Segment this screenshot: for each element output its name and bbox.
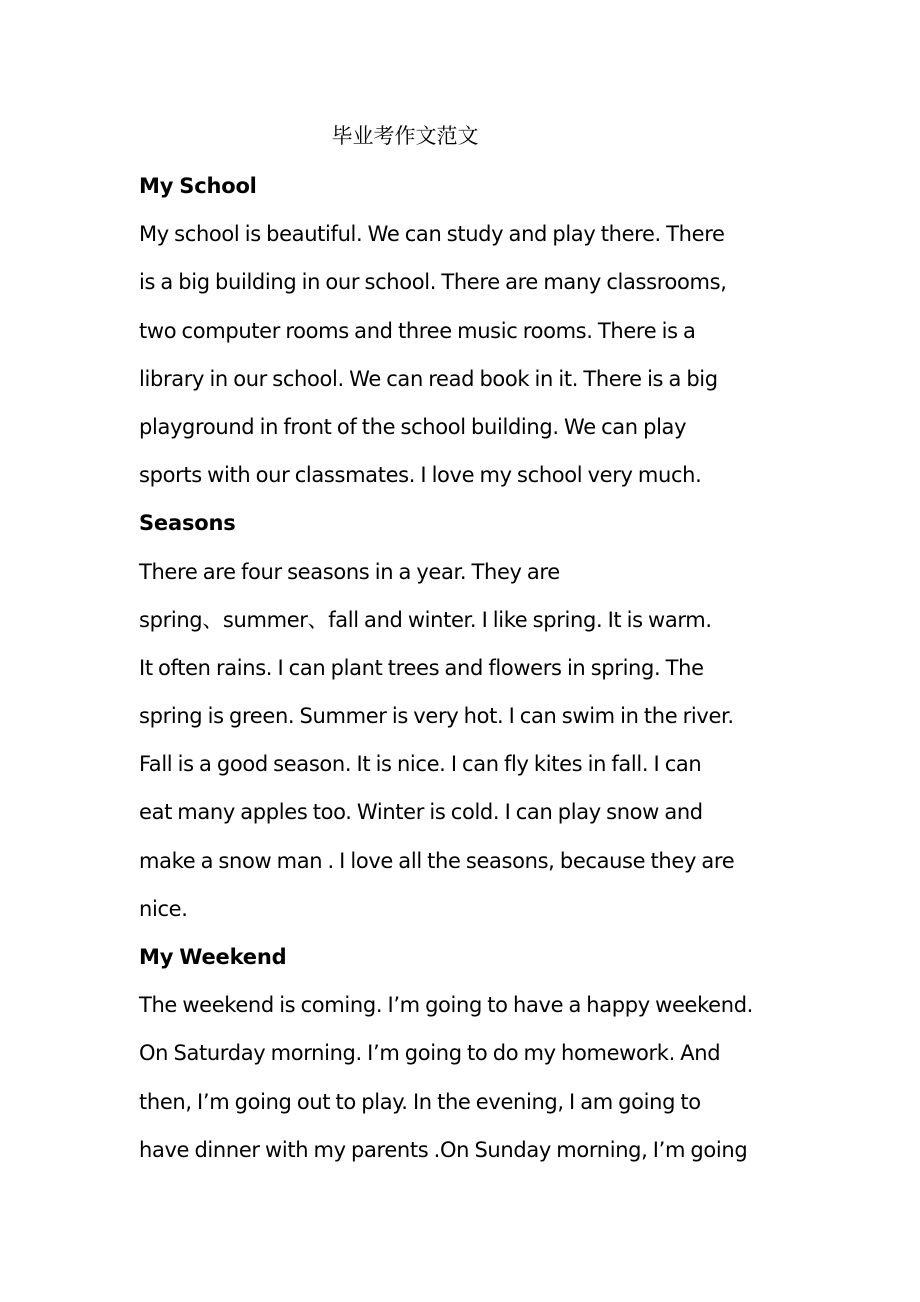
paragraph-line: is a big building in our school. There are many classrooms,: [139, 270, 727, 295]
paragraph-line: playground in front of the school building. We can play: [139, 414, 687, 439]
paragraph-line: The weekend is coming. I’m going to have a happy weekend.: [139, 993, 754, 1018]
paragraph-line: have dinner with my parents .On Sunday morning, I’m going: [139, 1137, 748, 1162]
section-heading: My Weekend: [139, 945, 287, 969]
paragraph-line: sports with our classmates. I love my school very much.: [139, 463, 702, 488]
paragraph-line: eat many apples too. Winter is cold. I can play snow and: [139, 800, 703, 825]
section-heading: My School: [139, 174, 257, 198]
document-body: [139, 162, 799, 1174]
paragraph-line: spring、summer、fall and winter. I like spring. It is warm.: [139, 607, 712, 632]
paragraph-line: then, I’m going out to play. In the evening, I am going to: [139, 1089, 701, 1114]
paragraph-line: On Saturday morning. I’m going to do my homework. And: [139, 1041, 721, 1066]
document-title: 毕业考作文范文: [331, 124, 479, 148]
section-heading: Seasons: [139, 511, 236, 536]
paragraph-line: make a snow man . I love all the seasons, because they are: [139, 848, 735, 873]
paragraph-line: My school is beautiful. We can study and play there. There: [139, 222, 725, 247]
section-my-school: [139, 162, 799, 499]
paragraph-line: nice.: [139, 896, 188, 921]
section-my-weekend: [139, 933, 799, 1174]
paragraph-line: There are four seasons in a year. They are: [139, 559, 560, 584]
section-seasons: [139, 499, 799, 933]
paragraph-line: It often rains. I can plant trees and flowers in spring. The: [139, 655, 704, 680]
paragraph-line: spring is green. Summer is very hot. I can swim in the river.: [139, 704, 734, 729]
paragraph-line: two computer rooms and three music rooms. There is a: [139, 318, 696, 343]
paragraph-line: library in our school. We can read book in it. There is a big: [139, 366, 718, 391]
paragraph-line: Fall is a good season. It is nice. I can fly kites in fall. I can: [139, 752, 702, 777]
